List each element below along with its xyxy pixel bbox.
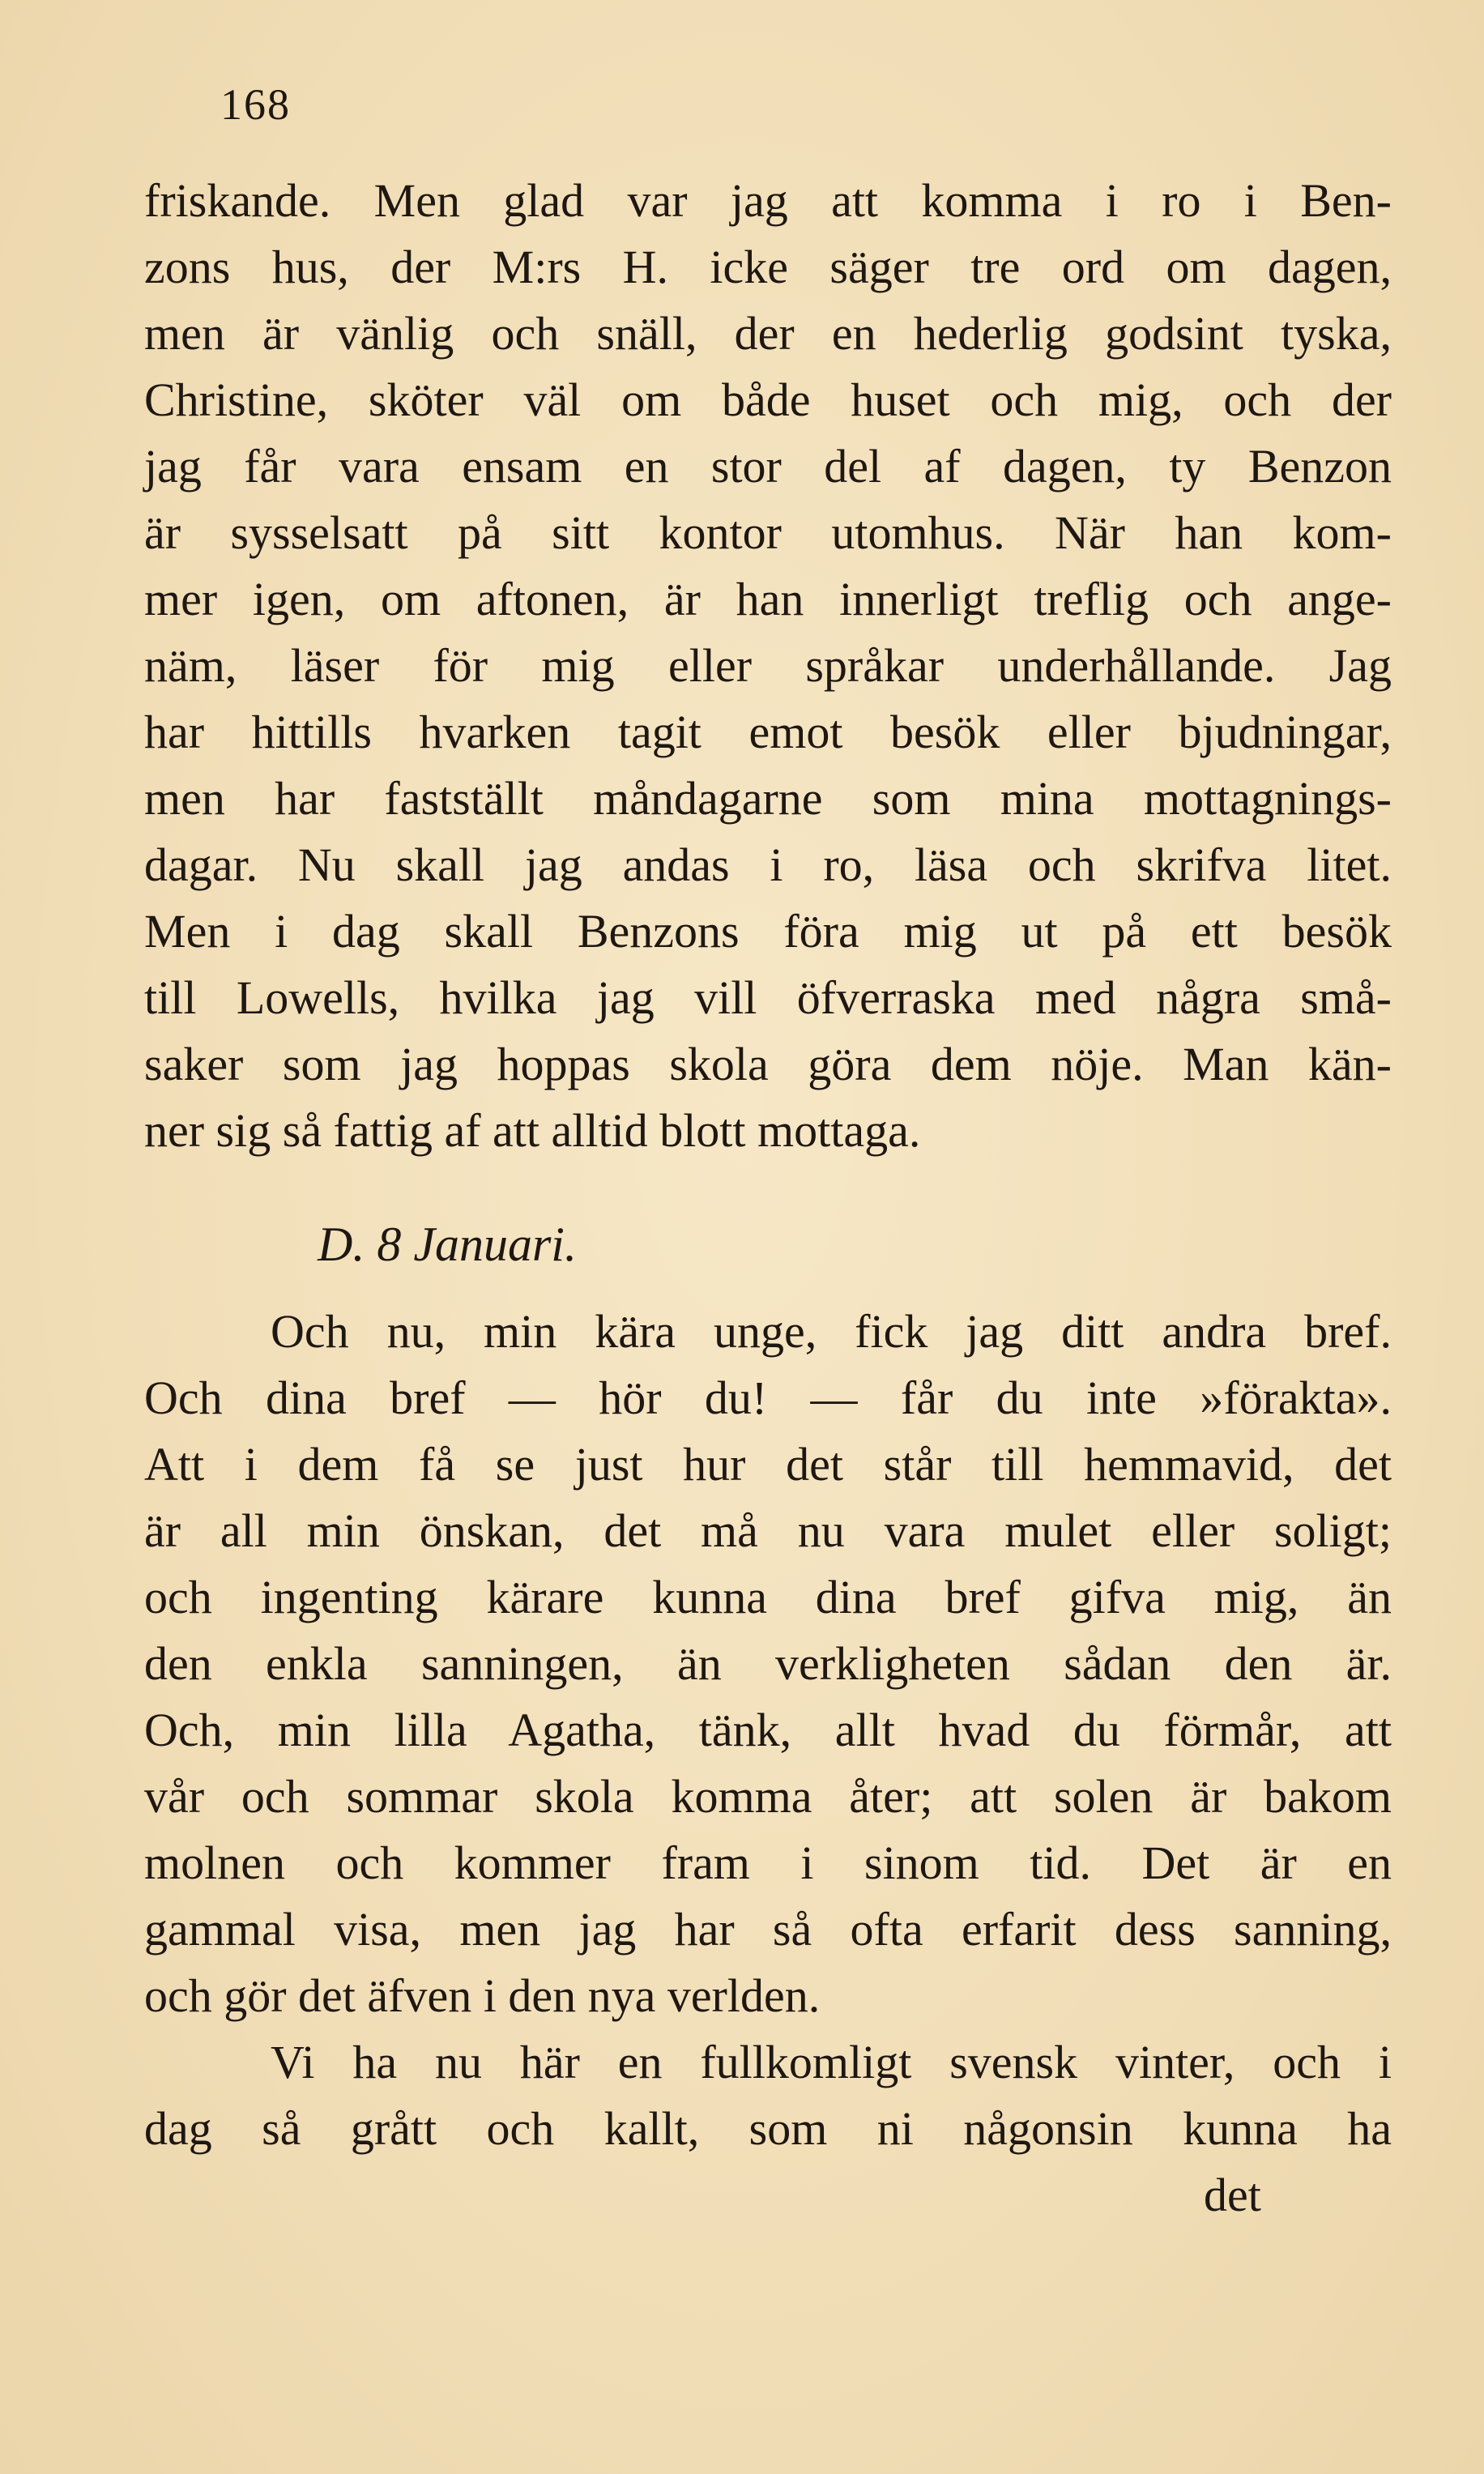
text-line: men är vänlig och snäll, der en hederlig godsint tyska,	[144, 307, 1392, 360]
text-line: men har fastställt måndagarne som mina mottagnings-	[144, 772, 1392, 825]
text-line: Men i dag skall Benzons föra mig ut på ett besök	[144, 905, 1392, 958]
text-line: dag så grått och kallt, som ni någonsin kunna ha	[144, 2102, 1392, 2155]
text-line: och gör det äfven i den nya verlden.	[144, 1969, 821, 2022]
text-line: vår och sommar skola komma åter; att solen är bakom	[144, 1770, 1392, 1823]
text-line: näm, läser för mig eller språkar underhållande. Jag	[144, 639, 1392, 692]
text-line: är sysselsatt på sitt kontor utomhus. När han kom-	[144, 506, 1392, 559]
text-line: Och nu, min kära unge, fick jag ditt andra bref.	[271, 1305, 1392, 1358]
text-line: till Lowells, hvilka jag vill öfverraska med några små-	[144, 971, 1392, 1024]
text-line: har hittills hvarken tagit emot besök eller bjudningar,	[144, 706, 1392, 758]
page-number: 168	[220, 80, 291, 129]
text-line: den enkla sanningen, än verkligheten sådan den är.	[144, 1637, 1392, 1690]
date-heading: D. 8 Januari.	[318, 1218, 577, 1271]
text-line: gammal visa, men jag har så ofta erfarit dess sanning,	[144, 1903, 1392, 1956]
text-line: friskande. Men glad var jag att komma i ro i Ben-	[144, 174, 1392, 227]
catchword: det	[1204, 2169, 1261, 2221]
text-line: molnen och kommer fram i sinom tid. Det är en	[144, 1836, 1392, 1889]
text-line: mer igen, om aftonen, är han innerligt treflig och ange-	[144, 573, 1392, 625]
text-line: Vi ha nu här en fullkomligt svensk vinter, och i	[271, 2036, 1392, 2088]
text-line: och ingenting kärare kunna dina bref gifva mig, än	[144, 1571, 1392, 1623]
text-line: Att i dem få se just hur det står till hemmavid, det	[144, 1438, 1392, 1491]
text-line: Och dina bref — hör du! — får du inte »förakta».	[144, 1371, 1392, 1424]
text-line: Och, min lilla Agatha, tänk, allt hvad du förmår, att	[144, 1704, 1392, 1756]
text-line: är all min önskan, det må nu vara mulet eller soligt;	[144, 1504, 1392, 1557]
text-line: saker som jag hoppas skola göra dem nöje. Man kän-	[144, 1038, 1392, 1090]
text-line: jag får vara ensam en stor del af dagen, ty Benzon	[144, 440, 1392, 493]
text-line: zons hus, der M:rs H. icke säger tre ord om dagen,	[144, 241, 1392, 293]
text-line: dagar. Nu skall jag andas i ro, läsa och skrifva litet.	[144, 838, 1392, 891]
text-line: ner sig så fattig af att alltid blott mottaga.	[144, 1104, 921, 1157]
text-line: Christine, sköter väl om både huset och mig, och der	[144, 373, 1392, 426]
